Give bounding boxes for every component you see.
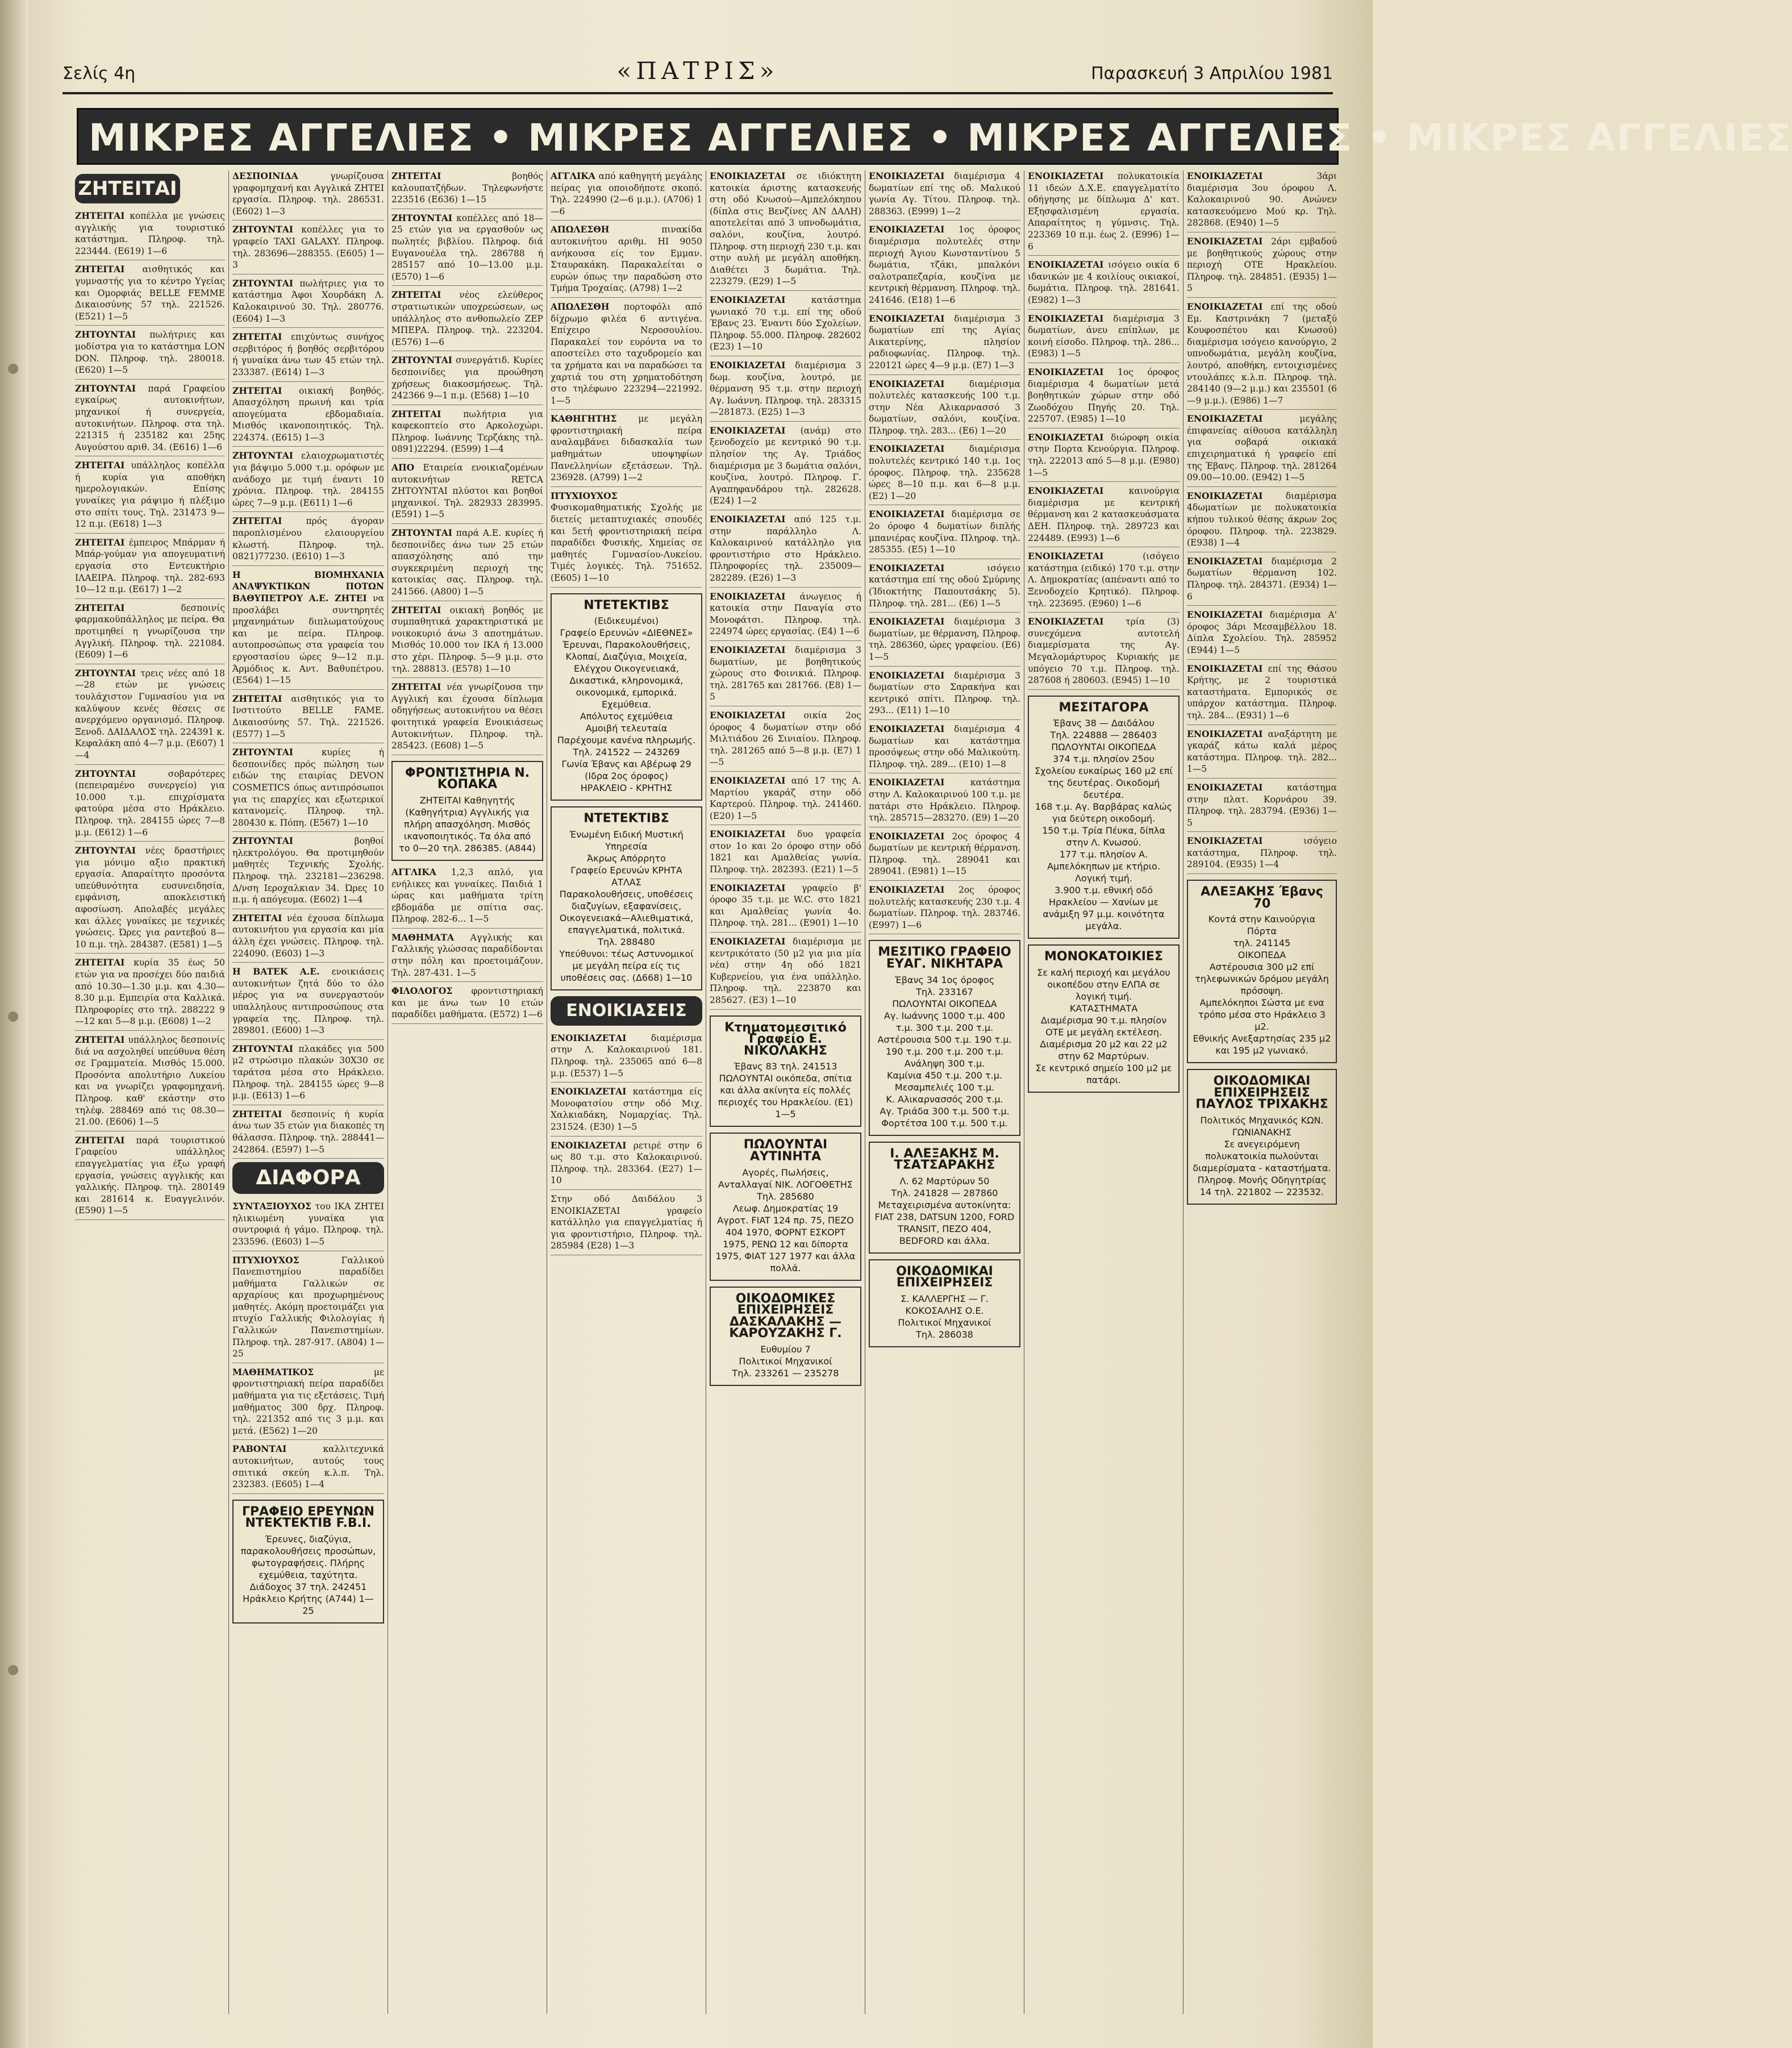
classified-ad: ΕΝΟΙΚΙΑΖΕΤΑΙ διαμέρισμα σε 2ο όροφο 4 δωματίων διπλής μπανιέρας κουζίνα. Πληροφ. τηλ. 285355. (Ε5) 1—10 (869, 509, 1020, 559)
ad-box-line: Λ. 62 Μαρτύρων 50 (899, 1175, 990, 1187)
classified-ad: ΖΗΤΕΙΤΑΙ οικιακή βοηθός. Απασχόληση πρωινή και τρία απογεύματα εβδομαδιαία. Μισθός ικανοποιητικός. Τηλ. 224374. (Ε615) 1—3 (232, 385, 384, 447)
classified-ad: ΖΗΤΕΙΤΑΙ κοπέλλα με γνώσεις αγγλικής για τουριστικό κατάστημα. Πληροφ. τηλ. 223444. (Ε619) 1—6 (75, 210, 225, 260)
classified-ad: ΦΙΛΟΛΟΓΟΣ φροντιστηριακή και με άνω των 10 ετών παραδίδει μαθήματα. (Ε572) 1—6 (391, 985, 543, 1024)
ads-list (710, 170, 861, 1010)
ads-list (232, 170, 384, 1159)
page-edge-shadow (0, 0, 28, 2048)
ad-box-line: Τηλ. 224888 — 286403 (1050, 730, 1157, 741)
ad-box (1028, 696, 1180, 939)
ad-box-line: Έρευναι, Παρακολουθήσεις, Κλοπαί, Διαζύγια, Μοιχεία, Ελέγχου Οικογενειακά, Δικαστικά, κληρονομικά, οικονομικά, εμπορικά. Εχεμύθεια. (562, 639, 690, 710)
classified-ad: ΖΗΤΕΙΤΑΙ νέος ελεύθερος στρατιωτικών υποχρεώσεων, ως υπάλληλος στο ανθοπωλείο ΖΕΡ ΜΠΕΡΑ. Πληροφ. τηλ. 223204. (Ε576) 1—6 (391, 289, 543, 351)
classified-ad: ΕΝΟΙΚΙΑΖΕΤΑΙ τρία (3) συνεχόμενα αυτοτελή διαμερίσματα της Αγ. Μεγαλομάρτυρος Κυριακής με υπόγειο 70 τ.μ. Πληροφ. τηλ. 287608 ή 280603. (Ε945) 1—10 (1028, 616, 1180, 690)
ad-box-line: 374 τ.μ. πλησίον 25ου Σχολείου ευκαίρως 160 μ2 επί της δευτέρας. Οικοδομή δευτέρα. (1035, 754, 1173, 801)
page-number: Σελίς 4η (62, 64, 136, 84)
ad-box-line: ΠΩΛΟΥΝΤΑΙ ΟΙΚΟΠΕΔΑ (892, 998, 997, 1009)
ad-box (551, 806, 702, 990)
column-2 (230, 170, 386, 2025)
ad-box (869, 940, 1020, 1135)
classified-ad: ΕΝΟΙΚΙΑΖΕΤΑΙ άνωγειος ή κατοικία στην Παναγία στο Μονοφάτσι. Πληροφ. τηλ. 224974 ώρες εργασίας. (Ε4) 1—6 (710, 591, 861, 641)
ad-box-line: Υπεύθυνοι: τέως Αστυνομικοί με μεγάλη πείρα είς τις υποθέσεις σας. (Δ668) 1—10 (559, 948, 694, 983)
ad-box (869, 1142, 1020, 1254)
ad-box-line: Έβανς 38 — Δαιδάλου (1053, 718, 1155, 729)
ad-box-line: Γραφείο Ερευνών ΚΡΗΤΑ ΑΤΛΑΣ (570, 864, 682, 888)
classified-ad: ΕΝΟΙΚΙΑΖΕΤΑΙ διαμέρισμα με κεντρικότατο (50 μ2 για μια μία νέα) στην 4η οδό 1821 Κυβερνείου, για ένα υπάλληλο. Πληροφ. τηλ. 223870 και 285627. (Ε3) 1—10 (710, 936, 861, 1010)
column-divider (387, 170, 388, 2014)
classified-ad: ΕΝΟΙΚΙΑΖΕΤΑΙ ισόγειο κατάστημα επί της οδού Σμύρνης (Ίδιοκτήτης Παπουτσάκης 5). Πληροφ. τηλ. 281... (Ε6) 1—5 (869, 563, 1020, 613)
classified-ad: ΖΗΤΕΙΤΑΙ νέα έχουσα δίπλωμα αυτοκινήτου για εργασία και μία άλλη έχει γνώσεις. Πληροφ. τηλ. 224090. (Ε603) 1—3 (232, 913, 384, 963)
classified-ad: ΕΝΟΙΚΙΑΖΕΤΑΙ κατάστημα γωνιακό 70 τ.μ. επί της οδού Έβανς 23. Έναντι δύο Σχολείων. Πληροφ. 55.000. Πληροφ. 282602 (Ε23) 1—10 (710, 294, 861, 356)
classified-ad: ΕΝΟΙΚΙΑΖΕΤΑΙ διαμέρισμα 3 δωματίων, άνευ επίπλων, με κοινή είσοδο. Πληροφ. τηλ. 286... (Ε983) 1—5 (1028, 313, 1180, 363)
classified-ad: ΕΝΟΙΚΙΑΖΕΤΑΙ οικία 2ος όροφος 4 δωματίων στην οδό Μιλτιάδου 26 Σινιαίου. Πληροφ. τηλ. 281265 από 5—8 μ.μ. (Ε7) 1—5 (710, 710, 861, 772)
classified-ad: ΕΝΟΙΚΙΑΖΕΤΑΙ ρετιρέ στην 6 ως 80 τ.μ. στο Καλοκαιρινού. Πληροφ. τηλ. 283364. (Ε27) 1—10 (551, 1140, 702, 1190)
ad-box-line: Αμοιβή τελευταία (585, 723, 668, 734)
classified-ad: ΕΝΟΙΚΙΑΖΕΤΑΙ καινούργια διαμέρισμα με κεντρική θέρμανση και 2 κατασκευάσματα ΔΕΗ. Πληροφ. τηλ. 289723 και 224489. (Ε993) 1—6 (1028, 485, 1180, 547)
classified-ad: ΖΗΤΟΥΝΤΑΙ τρεις νέες από 18—28 ετών με γνώσεις τουλάχιστον Γυμνασίου για να καλύψουν κενές θέσεις σε ανερχόμενο οργανισμό. Πληροφ. Ξενοδ. ΔΑΙΔΑΛΟΣ τηλ. 224391 κ. Κεφαλάκη από 4—7 μ.μ. (Ε607) 1—4 (75, 668, 225, 765)
classified-ad: Η BATEK Α.Ε. ενοικιάσεις αυτοκινήτων ζητά δύο το όλο μέρος για να συνεργαστούν υπαλληλους αντιπροσώπους στα γραφεία της. Πληροφ. τηλ. 289801. (Ε600) 1—3 (232, 966, 384, 1040)
ad-box-line: Άκρως Απόρρητο (587, 852, 666, 864)
ad-box (1028, 944, 1180, 1093)
classified-ad: ΖΗΤΕΙΤΑΙ βοηθός καλουπατζήδων. Τηλεφωνήστε 223516 (Ε636) 1—15 (391, 170, 543, 209)
classified-ad: ΖΗΤΟΥΝΤΑΙ κυρίες ή δεσποινίδες πρός πώληση των ειδών της εταιρίας DEVON COSMETICS όπως αντιπρόσωποι για τις επαρχίες και εξωτερικοί κατανομείς. Πληροφ. τηλ. 280430 κ. Πόπη. (Ε567) 1—10 (232, 747, 384, 832)
classified-ad: ΕΝΟΙΚΙΑΖΕΤΑΙ (ανάμ) στο ξενοδοχείο με κεντρικό 90 τ.μ. πλησίον της Αγ. Τριάδος διαμέρισμα με 3 δωμάτια σαλόνι, κουζίνα, λουτρό. Πληροφ. Γ. Αγαπηφανδάρου τηλ. 282628. (Ε24) 1—2 (710, 425, 861, 510)
classified-ad: ΖΗΤΕΙΤΑΙ δεσποινίς ή κυρία άνω των 35 ετών για διακοπές τη θάλασσα. Πληροφ. τηλ. 288441—242864. (Ε597) 1—5 (232, 1109, 384, 1159)
classified-ad: ΖΗΤΟΥΝΤΑΙ συνεργάτιδ. Κυρίες δεσποινίδες για προώθηση χρήσεως διακοσμήσεως. Τηλ. 242366 9—1 π.μ. (Ε568) 1—10 (391, 355, 543, 405)
classified-ad: ΕΝΟΙΚΙΑΖΕΤΑΙ διώροφη οικία στην Πορτα Κενούργια. Πληροφ. τηλ. 222013 από 5—8 μ.μ. (Ε980) 1—5 (1028, 432, 1180, 482)
classified-ad: Η ΒΙΟΜΗΧΑΝΙΑ ΑΝΑΨΥΚΤΙΚΩΝ ΠΟΤΩΝ ΒΑΘΥΠΕΤΡΟΥ Α.Ε. ΖΗΤΕΙ να προσλάβει συντηρητές μηχανημάτων διπλωματούχους και με πείρα. Πληροφ. αυτοπροσώπως στα γραφεία του εργοστασίου ώρες 9—12 π.μ. Άρμόδιος κ. Αντ. Βαθυπέτρου. (Ε564) 1—15 (232, 569, 384, 690)
classified-ad: ΕΝΟΙΚΙΑΖΕΤΑΙ διαμέρισμα Α' όροφος 3άρι Μεσαμβέλλου 18. Δίπλα Σχολείου. Τηλ. 285952 (Ε944) 1—5 (1187, 609, 1337, 659)
classified-ad: ΕΝΟΙΚΙΑΖΕΤΑΙ επί της Θάσου Κρήτης, με 2 τουριστικά καταστήματα. Εμπορικός σε υπάρχον κατάστημα. Πληροφ. τηλ. 284... (Ε931) 1—6 (1187, 663, 1337, 725)
column-1 (73, 170, 227, 2025)
classified-ad: ΖΗΤΟΥΝΤΑΙ ελαιοχρωματιστές για βάψιμο 5.000 τ.μ. ορόφων με ανάδοχο με τιμή έναντι 10 χρόνια. Πληροφ. τηλ. 284155 ώρες 7—9 μ.μ. (Ε611) 1—6 (232, 450, 384, 512)
ad-box-title: ΓΡΑΦΕΙΟ ΕΡΕΥΝΩΝ ΝΤΕΚΤΕΚΤΙΒ F.B.I. (241, 1504, 375, 1531)
classified-ad: ΜΑΘΗΜΑΤΙΚΟΣ με φροντιστηριακή πείρα παραδίδει μαθήματα για τις εξετάσεις. Τιμή μαθήματος 300 δρχ. Πληροφ. τηλ. 221352 από τις 3 μ.μ. και μετά. (Ε562) 1—20 (232, 1367, 384, 1441)
ad-box-line: Αμπελόκηποι Σώστα με ενα τρόπο μέσα στο Ηράκλειο 3 μ2. (1198, 997, 1326, 1033)
classified-ad: Στην οδό Δαιδάλου 3 ΕΝΟΙΚΙΑΖΕΤΑΙ γραφείο κατάλληλο για επαγγελματίας ή για φροντιστήριο, Πληροφ. τηλ. 285984 (Ε28) 1—3 (551, 1193, 702, 1255)
classified-ad: ΖΗΤΕΙΤΑΙ νέα γνωρίζουσα την Αγγλική και έχουσα δίπλωμα οδηγήσεως αυτοκινήτου να θέσει φοιτητικά γραφεία Ενοικιάσεως Αυτοκινήτων. Πληροφ. τηλ. 285423. (Ε608) 1—5 (391, 681, 543, 755)
ad-box-line: Τηλ. 288480 (598, 936, 655, 947)
ad-box-line: 177 τ.μ. πλησίον Α. Αμπελόκηπων με κτήριο. Λογική τιμή. (1047, 849, 1160, 884)
classified-ad: ΖΗΤΕΙΤΑΙ έμπειρος Μπάρμαν ή Μπάρ-γούμαν για απογευματινή εργασία στο Εντευκτήριο ΙΛΑΕΙΡΑ. Πληροφ. τηλ. 282-693 10—12 π.μ. (Ε617) 1—2 (75, 537, 225, 599)
ads-list (1028, 170, 1180, 690)
classified-ad: ΠΤΥΧΙΟΥΧΟΣ Φυσικομαθηματικής Σχολής με διετείς μεταπτυχιακές σπουδές και 5ετή φροντιστηριακή πείρα παραδίδει Φυσικής, Χημείας σε μαθητές Γυμνασίου-Λυκείου. Τιμές λογικές. Τηλ. 751652. (Ε605) 1—10 (551, 490, 702, 588)
ad-box (1187, 880, 1337, 1063)
classified-ad: ΖΗΤΟΥΝΤΑΙ κοπέλλες από 18—25 ετών για να εργασθούν ως πωλητές βιβλίου. Πληροφ. διά Ευγανουέλα τηλ. 286788 ή 285157 από 10—13.00 μ.μ. (Ε570) 1—6 (391, 213, 543, 286)
ad-box-line: Πολιτικός Μηχανικός ΚΩΝ. ΓΩΝΙΑΝΑΚΗΣ (1200, 1115, 1324, 1138)
classified-ad: ΑΠΩΛΕΣΘΗ πινακίδα αυτοκινήτου αριθμ. ΗΙ 9050 ανήκουσα είς τον Εμμαν. Σταυρακάκη. Παρακαλείται ο ευρών όπως την παραδώση στο Τμήμα Τροχαίας. (Α798) 1—2 (551, 224, 702, 298)
classified-ad: ΕΝΟΙΚΙΑΖΕΤΑΙ διαμέρισμα στην Λ. Καλοκαιρινού 181. Πληροφ. τηλ. 235065 από 6—8 μ.μ. (Ε537) 1—5 (551, 1033, 702, 1083)
classified-ad: ΑΓΓΛΙΚΑ 1,2,3 απλό, για ενήλικες και γυναίκες. Παιδιά 1 ώρας και μαθήματα τρίτη εβδομάδα με σπίτια σας. Πληροφ. 282-6... 1—5 (391, 867, 543, 929)
classified-ad: ΕΝΟΙΚΙΑΖΕΤΑΙ διαμέρισμα 4 δωματίων επί της οδ. Μαλικού γωνία Αγ. Τίτου. Πληροφ. τηλ. 288363. (Ε999) 1—2 (869, 170, 1020, 220)
ad-box-line: Τηλ. 233167 (916, 986, 973, 997)
classified-ad: ΖΗΤΕΙΤΑΙ αισθητικός και γυμναστής για το κέντρο Υγείας και Ομορφιάς BELLE FEMME Δικαιοσύνης 57 τηλ. 221526. (Ε521) 1—5 (75, 264, 225, 326)
classified-ad: ΕΝΟΙΚΙΑΖΕΤΑΙ κατάστημα στην Λ. Καλοκαιρινού 100 τ.μ. με πατάρι στο Ηράκλειο. Πληροφ. τηλ. 285715—283270. (Ε9) 1—20 (869, 777, 1020, 827)
ad-box-line: 3.900 τ.μ. εθνική οδό Ηρακλείου — Χανίων με ανάμιξη 97 μ.μ. κοινότητα μεγάλα. (1043, 885, 1165, 932)
classified-ad: ΖΗΤΕΙΤΑΙ δεσποινίς φαρμακοϋπάλληλος με πείρα. Θα προτιμηθεί η γνωρίζουσα την Αγγλική. Πληροφ. τηλ. 221084. (Ε609) 1—6 (75, 602, 225, 664)
classified-ad: ΖΗΤΟΥΝΤΑΙ σοβαρότερες (πεπειραμένο συνεργείο) για 10.000 τ.μ. επιχρίσματα φατούρα μέσα στο Ηράκλειο. Πληροφ. τηλ. 284155 ώρες 7—8 μ.μ. (Ε612) 1—6 (75, 768, 225, 842)
ad-box-line: Τηλ. 233261 — 235278 (732, 1367, 839, 1379)
classified-ad: ΠΤΥΧΙΟΥΧΟΣ Γαλλικού Πανεπιστημίου παραδίδει μαθήματα Γαλλικών σε αρχαρίους και προχωρημένους μαθητές. Ακόμη προετοιμάζει για πτυχίο Γαλλικής Φιλολογίας ή Γαλλικών Πανεπιστημίων. Πληροφ. τηλ. 287-917. (Α804) 1—25 (232, 1255, 384, 1363)
classified-ad: ΖΗΤΕΙΤΑΙ αισθητικός για το Ινστιτούτο BELLE FAME. Δικαιοσύνης 57. Τηλ. 221526. (Ε577) 1—5 (232, 693, 384, 743)
classified-ad: ΕΝΟΙΚΙΑΖΕΤΑΙ γραφείο β' όροφο 35 τ.μ. με W.C. στο 1821 και Αμαλθείας γωνία 4ο. Πληροφ. τηλ. 281... (Ε901) 1—10 (710, 883, 861, 933)
ad-box-line: ΟΙΚΟΠΕΔΑ (1237, 950, 1286, 961)
ad-box-title: ΑΛΕΞΑΚΗΣ Έβανς 70 (1201, 885, 1323, 911)
column-5 (707, 170, 864, 2025)
ad-box-line: τηλ. 241145 (1233, 938, 1291, 949)
ads-list (551, 1033, 702, 1255)
ads-list (391, 170, 543, 755)
classified-ad: ΕΝΟΙΚΙΑΖΕΤΑΙ διαμέρισμα πολυτελές κατασκευής 100 τ.μ. στην Νέα Αλικαρνασσό 3 δωματίων, σαλόνι, κουζίνα. Πληροφ. τηλ. 283... (Ε6) 1—20 (869, 378, 1020, 440)
ad-box-line: 168 τ.μ. Αγ. Βαρβάρας καλώς για δεύτερη οικοδομή. (1035, 801, 1173, 825)
ad-box-title: ΝΤΕΤΕΚΤΙΒΣ (584, 811, 669, 826)
ad-box-line: Τηλ. 286038 (916, 1329, 973, 1340)
section-heading-rent: ΕΝΟΙΚΙΑΣΕΙΣ (551, 996, 702, 1026)
classified-ad: ΖΗΤΟΥΝΤΑΙ πωλήτριες για το κατάστημα Άφοι Χουρδάκη Λ. Καλοκαιρινού 30. Τηλ. 280776. (Ε604) 1—3 (232, 278, 384, 328)
ad-box-line: Τηλ. 285680 (757, 1190, 814, 1202)
ads-list (1187, 170, 1337, 874)
ad-box-line: 150 τ.μ. Τρία Πέυκα, δίπλα στην Λ. Κνωσού. (1042, 825, 1165, 848)
column-3 (389, 170, 545, 2025)
ad-box-title: ΟΙΚΟΔΟΜΙΚΑΙ ΕΠΙΧΕΙΡΗΣΕΙΣ ΠΑΥΛΟΣ ΤΡΙΧΑΚΗΣ (1195, 1074, 1328, 1112)
classified-ad: ΖΗΤΟΥΝΤΑΙ παρά Γραφείου εγκαίρως αυτοκινήτων, μηχανικοί ή συνεργεία, αυτοκινήτων. Πληροφ. στα τηλ. 221315 ή 235182 και 25ης Αυγούστου αριθ. 34. (Ε616) 1—6 (75, 383, 225, 457)
classified-ad: ΕΝΟΙΚΙΑΖΕΤΑΙ διαμέρισμα 4δωματίων με πολυκατοικία κήπου τυλικού θέσης άκρων 2ος όροφου. Πληροφ. τηλ. 223829. (Ε938) 1—4 (1187, 490, 1337, 552)
classified-ad: ΖΗΤΕΙΤΑΙ οικιακή βοηθός με συμπαθητικά χαρακτηριστικά με νοικοκυριό άνω 3 αποτημάτων. Μισθός 10.000 τον ΙΚΑ ή 13.000 στο χέρι. Πληροφ. 5—9 μ.μ. στο τηλ. 288813. (Ε578) 1—10 (391, 605, 543, 678)
ad-box-line: Τηλ. 241522 — 243269 (573, 747, 680, 758)
classified-ad: ΖΗΤΕΙΤΑΙ υπάλληλος κοπέλλα ή κυρία για αποθήκη ημερολογιακών. Επίσης γυναίκες για ράψιμο ή πλέξιμο στο σπίτι τους. Τηλ. 231473 9—12 π.μ. (Ε618) 1—3 (75, 460, 225, 534)
classified-ad: ΖΗΤΟΥΝΤΑΙ παρά Α.Ε. κυρίες ή δεσποινίδες άνω των 25 ετών απασχόλησης από την συγκεκριμένη περιοχή της κατοικίας σας. Πληροφ. τηλ. 241566. (Α800) 1—5 (391, 527, 543, 601)
ads-list (75, 210, 225, 1220)
classified-ad: ΖΗΤΕΙΤΑΙ παρά τουριστικού Γραφείου υπάλληλος επαγγελματίας για έξω γραφή εργασία, γνώσεις αγγλικής και γαλλικής. Πληροφ. τηλ. 280149 και 281614 κ. Ευαγγελινόν. (Ε590) 1—5 (75, 1135, 225, 1220)
classified-ad: ΕΝΟΙΚΙΑΖΕΤΑΙ κατάστημα είς Μονοφατσίου στην οδό Μιχ. Χαλκιαδάκη, Νομαρχίας. Τηλ. 231524. (Ε30) 1—5 (551, 1086, 702, 1136)
ad-box-line: Πληροφ. Μονής Οδηγητρίας 14 τηλ. 221802 — 223532. (1197, 1175, 1327, 1198)
ad-box-line: Αγροτ. FIAT 124 πρ. 75, ΠΕΖΟ 404 1970, ΦΟΡΝΤ ΕΣΚΟΡΤ 1975, ΡΕΝΩ 12 και δίπορτα 1975, ΦΙΑΤ 127 1977 και άλλα πολλά. (715, 1214, 856, 1273)
ad-box-line: Ανάληψη 300 τ.μ. (904, 1058, 985, 1069)
ad-box-title: ΝΤΕΤΕΚΤΙΒΣ (584, 598, 669, 613)
classified-ad: ΣΥΝΤΑΞΙΟΥΧΟΣ του ΙΚΑ ΖΗΤΕΙ ηλικιωμένη γυναίκα για συντροφιά ή γάμο. Πληροφ. τηλ. 233596. (Ε603) 1—5 (232, 1201, 384, 1251)
ads-list (232, 1201, 384, 1494)
classified-ad: ΕΝΟΙΚΙΑΖΕΤΑΙ διαμέρισμα 4 δωματίων και κατάστημα προσόψεως στην οδό Μαλικούτη. Πληροφ. τηλ. 289... (Ε10) 1—8 (869, 723, 1020, 773)
ad-box-title: Κτηματομεσιτικό Γραφείο Ε. ΝΙΚΟΛΑΚΗΣ (724, 1020, 847, 1058)
header-rule (62, 92, 1333, 94)
ad-box-line: Ευθυμίου 7 (760, 1343, 811, 1355)
ad-box-line: Κοντά στην Καινούργια Πόρτα (1208, 914, 1316, 937)
ads-list (869, 170, 1020, 934)
classified-ad: ΕΝΟΙΚΙΑΖΕΤΑΙ διαμέρισμα 3 δωμ. κουζίνα, λουτρό, με θέρμανση 95 τ.μ. στην περιοχή Αγ. Ιωάννη. Πληροφ. τηλ. 283315—281873. (Ε25) 1—3 (710, 360, 861, 422)
ad-box-line: Πολιτικοί Μηχανικοί (898, 1317, 991, 1328)
classified-ad: ΕΝΟΙΚΙΑΖΕΤΑΙ αναξάρτητη με γκαράζ κάτω καλά μέρος κατάστημα. Πληροφ. τηλ. 282... 1—5 (1187, 729, 1337, 779)
classified-ad: ΑΠΩΛΕΣΘΗ πορτοφόλι από δίχρωμο φιλέα 6 αντιγένα. Επίχειρο Νεροσουλίου. Παρακαλεί τον ευρόντα να το αποστείλει στο ταχυδρομείο και τα χρήματα και να παραδώσει τα χαρτιά του στη χρηματοδότηση στο τηλέφωνο 223294—221992. 1—5 (551, 301, 702, 410)
ad-box-line: Αγορές, Πωλήσεις, Ανταλλαγαί ΝΙΚ. ΛΟΓΟΘΕΤΗΣ (718, 1167, 853, 1190)
ad-box-line: Έρευνες, διαζύγια, παρακολουθήσεις προσώπων, φωτογραφήσεις. Πλήρης εχεμύθεια, ταχύτητα. Διάδοχος 37 τηλ. 242451 Ηράκλειο Κρήτης (Α744) 1—25 (240, 1533, 376, 1616)
ad-box-line: ΚΑΤΑΣΤΗΜΑΤΑ (1069, 1002, 1138, 1014)
classified-ad: ΖΗΤΟΥΝΤΑΙ πωλήτριες και μοδίστρα για το κατάστημα LON DON. Πληροφ. τηλ. 280018. (Ε620) 1—5 (75, 329, 225, 379)
ad-box-line: Κ. Αλικαρνασσός 200 τ.μ. (886, 1093, 1003, 1105)
classified-ad: ΕΝΟΙΚΙΑΖΕΤΑΙ κατάστημα στην πλατ. Κορνάρου 39. Πληροφ. τηλ. 283794. (Ε936) 1—5 (1187, 782, 1337, 832)
ads-list (391, 867, 543, 1024)
ad-box-line: Σε ανεγειρόμενη πολυκατοικία πωλούνται διαμερίσματα - καταστήματα. (1193, 1139, 1331, 1174)
issue-date: Παρασκευή 3 Απριλίου 1981 (1091, 64, 1333, 84)
ad-box-title: ΟΙΚΟΔΟΜΙΚΕΣ ΕΠΙΧΕΙΡΗΣΕΙΣ ΔΑΣΚΑΛΑΚΗΣ — ΚΑΡΟΥΖΑΚΗΣ Γ. (729, 1291, 842, 1341)
classified-ad: ΕΝΟΙΚΙΑΖΕΤΑΙ 2ος όροφος πολυτελής κατασκευής 230 τ.μ. 4 δωματίων. Πληροφ. τηλ. 283746. (Ε997) 1—6 (869, 884, 1020, 934)
column-8 (1185, 170, 1339, 2025)
ad-box-line: Αγ. Ιωάννης 1000 τ.μ. 400 τ.μ. 300 τ.μ. 200 τ.μ. (884, 1010, 1006, 1033)
ad-box-line: Διαμέρισμα 20 μ2 και 22 μ2 στην 62 Μαρτύρων. (1040, 1038, 1168, 1062)
classified-ad: ΕΝΟΙΚΙΑΖΕΤΑΙ από 17 της Α. Μαρτίου γκαράζ στην οδό Καρτερού. Πληροφ. τηλ. 241460. (Ε20) 1—5 (710, 775, 861, 825)
ad-box-title: ΠΩΛΟΥΝΤΑΙ ΑΥΤΙΝΗΤΑ (743, 1138, 828, 1164)
classified-ad: ΖΗΤΟΥΝΤΑΙ βοηθοί ηλεκτρολόγου. Θα προτιμηθούν μαθητές Τεχνικής Σχολής. Πληροφ. τηλ. 232181—236298. Δ/νση Ιεροχαλκιαν 34. Ώρες 10 π.μ. ή απόγευμα. (Ε602) 1—4 (232, 835, 384, 909)
ad-box-line: Αγ. Τριάδα 300 τ.μ. 500 τ.μ. (880, 1105, 1010, 1117)
classified-ad: ΕΝΟΙΚΙΑΖΕΤΑΙ μεγάλης έπιφανείας αίθουσα κατάλληλη για σοβαρά οικιακά επιχειρηματικά ή γραφείο επί της Έβανς. Πληροφ. τηλ. 281264 09.00—10.00. (Ε942) 1—5 (1187, 413, 1337, 487)
ad-box-line: Γραφείο Ερευνών «ΔΙΕΘΝΕΣ» (560, 627, 693, 639)
column-6 (866, 170, 1023, 2025)
ad-box-line: Διαμέρισμα 90 τ.μ. πλησίον ΟΤΕ με μεγάλη εκτέλεση. (1040, 1014, 1167, 1038)
classified-ad: ΕΝΟΙΚΙΑΖΕΤΑΙ σε ιδιόκτητη κατοικία άριστης κατασκευής στη οδό Κνωσού—Αμπελόκηπου (δίπλα στις Βενζίνες ΑΝ ΔΑΛΗ) αποτελείται από 3 υπνοδωμάτια, σαλόνι, κουζίνα, λουτρό. Πληροφ. στη περιοχή 230 τ.μ. και στην αυλή με μεγάλη αποθήκη. Διαθέτει 3 δωμάτια. Τηλ. 223279. (Ε29) 1—5 (710, 170, 861, 291)
classified-ad: ΕΝΟΙΚΙΑΖΕΤΑΙ 3άρι διαμέρισμα 3ου όροφου Λ. Καλοκαιρινού 90. Ανώνεν κατασκευόμενο Μού κρ. Τηλ. 282868. (Ε940) 1—5 (1187, 170, 1337, 232)
classified-ad: ΖΗΤΟΥΝΤΑΙ πλακάδες για 500 μ2 στρώσιμο πλακών 30Χ30 σε ταράτσα μέσα στο Ηράκλειο. Πληροφ. τηλ. 284155 ώρες 9—8 μ.μ. (Ε613) 1—6 (232, 1043, 384, 1105)
classified-ad: ΕΝΟΙΚΙΑΖΕΤΑΙ 1ος όροφος διαμέρισμα 4 δωματίων μετά βοηθητικών χώρων στην οδό Ζωοδόχου Πηγής 20. Τηλ. 225707. (Ε985) 1—10 (1028, 367, 1180, 428)
classified-ad: ΕΝΟΙΚΙΑΖΕΤΑΙ από 125 τ.μ. στην παράλληλο Λ. Καλοκαιρινού κατάλληλο για φροντιστήριο στο Ηράκλειο. Πληροφορίες τηλ. 235009—282289. (Ε26) 1—3 (710, 514, 861, 588)
ad-box-title: ΜΟΝΟΚΑΤΟΙΚΙΕΣ (1044, 950, 1163, 964)
ad-box-line: Φορτέτσα 100 τ.μ. 500 τ.μ. (881, 1117, 1008, 1129)
section-heading-misc: ΔΙΑΦΟΡΑ (232, 1162, 384, 1194)
ad-box-line: Παρακολουθήσεις, υποθέσεις διαζυγίων, εξαφανίσεις, Οικογενειακά—Αλιεθιματικά, επαγγελματικά, πολιτικά. (559, 888, 694, 935)
classified-ad: ΕΝΟΙΚΙΑΖΕΤΑΙ επί της οδού Εμ. Καστρινάκη 7 (μεταξύ Κουφοσπέτου και Κνωσού) διαμέρισμα ισόγειο κανούργιο, 2 υπνοδωμάτια, μεγάλη κουζίνα, λουτρό, αποθήκη, εντοιχισμένες ντουλάπες κ.λ.π. Πληροφ. τηλ. 284140 (9—2 μ.μ.) και 235501 (6—9 μ.μ.). (Ε986) 1—7 (1187, 301, 1337, 410)
ad-box-line: Τηλ. 241828 — 287860 (891, 1187, 998, 1198)
classified-ad: ΕΝΟΙΚΙΑΖΕΤΑΙ διαμέρισμα 3 δωματίων, με θέρμανση, Πληροφ. τηλ. 286360, ώρες γραφείου. (Ε6) 1—5 (869, 616, 1020, 666)
classified-ad: ΕΝΟΙΚΙΑΖΕΤΑΙ διαμέρισμα 2 δωματίων θέρμανση 102. Πληροφ. τηλ. 284371. (Ε934) 1—6 (1187, 556, 1337, 606)
ad-box (869, 1259, 1020, 1347)
classified-ad: ΖΗΤΕΙΤΑΙ πρός άγοραν παροπλισμένου ελαιουργείου κλωστή. Πληροφ. τηλ. 0821)77230. (Ε610) 1—3 (232, 515, 384, 565)
classified-ad: ΕΝΟΙΚΙΑΖΕΤΑΙ 2ος όροφος 4 δωματίων με κεντρική θέρμανση. Πληροφ. τηλ. 289041 και 289041. (Ε981) 1—15 (869, 831, 1020, 881)
classified-ad: ΕΝΟΙΚΙΑΖΕΤΑΙ διαμέρισμα 3 δωματίων στο Σαρακήνα και κεντρικό σπίτι. Πληροφ. τηλ. 293... (Ε11) 1—10 (869, 670, 1020, 720)
column-divider (228, 170, 229, 2014)
classified-ad: ΖΗΤΕΙΤΑΙ επιχύντως συνήχος σερβιτόρος ή βοηθός σερβιτόρου ή γυναίκα άνω των 45 ετών τηλ. 233387. (Ε614) 1—3 (232, 331, 384, 381)
ad-box-line: Εθνικής Ανεξαρτησίας 235 μ2 και 195 μ2 γωνιακό. (1193, 1033, 1331, 1056)
ad-box-line: Σ. ΚΑΛΛΕΡΓΗΣ — Γ. ΚΟΚΟΣΑΛΗΣ Ο.Ε. (901, 1293, 989, 1316)
ad-box-title: ΟΙΚΟΔΟΜΙΚΑΙ ΕΠΙΧΕΙΡΗΣΕΙΣ (896, 1264, 993, 1291)
classifieds-banner: ΜΙΚΡΕΣ ΑΓΓΕΛΙΕΣ • ΜΙΚΡΕΣ ΑΓΓΕΛΙΕΣ • ΜΙΚΡΕΣ ΑΓΓΕΛΙΕΣ • ΜΙΚΡΕΣ ΑΓΓΕΛΙΕΣ (77, 108, 1339, 165)
classified-ad: ΕΝΟΙΚΙΑΖΕΤΑΙ δυο γραφεία στον 1ο και 2ο όροφο στην οδό 1821 και Αμαλθείας γωνία. Πληροφ. τηλ. 282393. (Ε21) 1—5 (710, 829, 861, 879)
ad-box-line: Μεταχειρισμένα αυτοκίνητα: FIAT 238, DATSUN 1200, FORD TRANSIT, ΠΕΖΟ 404, BEDFORD και άλλα. (874, 1199, 1015, 1246)
classified-ad: ΚΑΘΗΓΗΤΗΣ με μεγάλη φροντιστηριακή πείρα αναλαμβάνει διδασκαλία των μαθημάτων υποψηφίων Πανελληνίων εξετάσεων. Τηλ. 236928. (Α799) 1—2 (551, 413, 702, 487)
ad-box-line: Γωνία Έβανς και Αβέρωφ 29 (Ιδρα 2ος όροφος) (561, 759, 691, 782)
classified-ad: ΔΕΣΠΟΙΝΙΔΑ γνωρίζουσα γραφομηχανή και Αγγλικά ΖΗΤΕΙ εργασία. Πληροφ. τηλ. 286531. (Ε602) 1—3 (232, 170, 384, 220)
ad-box-line: Λεωφ. Δημοκρατίας 19 (732, 1202, 839, 1214)
ad-box-title: ΜΕΣΙΤΙΚΟ ΓΡΑΦΕΙΟ ΕΥΑΓ. ΝΙΚΗΤΑΡΑ (878, 945, 1011, 972)
ad-box-title: ΜΕΣΙΤΑΓΟΡΑ (1058, 700, 1149, 715)
classified-ad: ΡΑΒΟΝΤΑΙ καλλιτεχνικά αυτοκινήτων, αυτούς τους σπιτικά σκεύη κ.λ.π. Τηλ. 232383. (Ε605) 1—4 (232, 1443, 384, 1493)
ad-box-line: ΠΩΛΟΥΝΤΑΙ ΟΙΚΟΠΕΔΑ (1051, 742, 1156, 753)
classified-ad: ΑΠΟ Εταιρεία ενοικιαζομένων αυτοκινήτων RETCA ΖΗΤΟΥΝΤΑΙ πλύστοι και βοηθοί μηχανικοί. Τηλ. 282933 283995. (Ε591) 1—5 (391, 462, 543, 524)
classified-ad: ΕΝΟΙΚΙΑΖΕΤΑΙ 2άρι εμβαδού με βοηθητικούς χώρους στην περιοχή ΟΤΕ Ηρακλείου. Πληροφ. τηλ. 284851. (Ε935) 1—5 (1187, 236, 1337, 298)
ad-box (551, 593, 702, 801)
ad-box-line: Μεσαμπελιές 100 τ.μ. (894, 1081, 995, 1093)
ad-box-line: Καμίνια 450 τ.μ. 200 τ.μ. (887, 1069, 1002, 1081)
classified-ad: ΑΓΓΛΙΚΑ από καθηγητή μεγάλης πείρας για οποιοδήποτε σκοπό. Τηλ. 224990 (2—6 μ.μ.). (Α706) 1—6 (551, 170, 702, 220)
section-heading-wanted: ΖΗΤΕΙΤΑΙ (75, 174, 180, 203)
ad-box (710, 1287, 861, 1386)
ad-box-line: Πολιτικοί Μηχανικοί (739, 1355, 832, 1367)
column-7 (1026, 170, 1182, 2025)
classified-ad: ΕΝΟΙΚΙΑΖΕΤΑΙ διαμέρισμα 3 δωματίων επί της Αγίας Αικατερίνης, πλησίον ραδιοφωνίας. Πληροφ. τηλ. 220121 ώρες 4—9 μ.μ. (Ε7) 1—3 (869, 313, 1020, 375)
classified-ad: ΕΝΟΙΚΙΑΖΕΤΑΙ ισόγειο οικία 6 ιδανικών με 4 κοιλίους οικιακοί, δωμάτια. Πληροφ. τηλ. 281641. (Ε982) 1—3 (1028, 259, 1180, 309)
ad-box-line: Παρέχουμε κανένα πληρωμής. (557, 735, 696, 746)
classified-ad: ΕΝΟΙΚΙΑΖΕΤΑΙ πολυκατοικία 11 ιδεών Δ.Χ.Ε. επαγγελματίτο οδήγησης με δίπλωμα Δ' κατ. Εξησφαλισμένη εργασία. Απαραίτητος η γύμνσις. Τηλ. 223369 10 π.μ. έως 2. (Ε996) 1—6 (1028, 170, 1180, 256)
ad-box-line: Έβανς 34 1ος όροφος (894, 974, 995, 985)
newspaper-title: «ΠΑΤΡΙΣ» (616, 57, 779, 85)
ad-box-line: (Ειδικευμένοι) (594, 615, 659, 627)
ad-box-line: ΖΗΤΕΙΤΑΙ Καθηγητής (Καθηγήτρια) Αγγλικής για πλήρη απασχόληση. Μισθός ικανοποιητικός. Τα όλα από το 0—20 τηλ. 286385. (Α844) (399, 794, 536, 854)
ad-box-line: Απόλυτος εχεμύθεια (580, 711, 673, 722)
page-header (62, 57, 1333, 91)
classified-ad: ΖΗΤΟΥΝΤΑΙ νέες δραστήριες για μόνιμο αξιο πρακτική εργασία. Απαραίτητο προσόντα υπεύθυνότητα ευσυνειδησία, εμφάνιση, αποκλειστική αφοσίωση. Απολαβές μεγάλες και άλλες γυναίκες με τεχνικές γνώσεις. Ώρες για ραντεβού 8—10 π.μ. τηλ. 284387. (Ε581) 1—5 (75, 845, 225, 954)
classified-ad: ΖΗΤΕΙΤΑΙ υπάλληλος δεσποινίς διά να ασχοληθεί υπεύθυνα θέση σε Γραμματεία. Μισθός 15.000. Προσόντα απολυτήριο Λυκείου και να γνωρίζει γραφομηχανή. Πληροφ. καθ' εκάστην στο τηλέφ. 288469 από τις 08.30—21.00. (Ε606) 1—5 (75, 1034, 225, 1131)
classified-ad: ΖΗΤΟΥΝΤΑΙ κοπέλλες για το γραφείο TAXI GALAXY. Πληροφ. τηλ. 283696—288355. (Ε605) 1—3 (232, 224, 384, 274)
ad-box-title: ΦΡΟΝΤΙΣΤΗΡΙΑ Ν. ΚΟΠΑΚΑ (405, 765, 530, 792)
classified-ad: ΕΝΟΙΚΙΑΖΕΤΑΙ (ισόγειο κατάστημα (ειδικό) 170 τ.μ. στην Λ. Δημοκρατίας (απέναντι από το Ξενοδοχείο Κρητικό). Πληροφ. τηλ. 223695. (Ε960) 1—6 (1028, 551, 1180, 613)
ads-list (551, 170, 702, 588)
ad-box-line: ΠΩΛΟΥΝΤΑΙ οικόπεδα, σπίτια και άλλα ακίνητα είς πολλές περιοχές του Ηρακλείου. (Ε1) 1—5 (718, 1073, 853, 1120)
classified-ad: ΖΗΤΕΙΤΑΙ πωλήτρια για καφεκοπτείο στο Αρκολοχώρι. Πληροφ. Ιωάννης Τερζάκης τηλ. 0891)22294. (Ε599) 1—4 (391, 409, 543, 459)
ad-box (1187, 1069, 1337, 1205)
classified-ad: ΕΝΟΙΚΙΑΖΕΤΑΙ ισόγειο κατάστημα, Πληροφ. τηλ. 289104. (Ε935) 1—4 (1187, 835, 1337, 874)
ad-box (391, 761, 543, 861)
classified-ad: ΕΝΟΙΚΙΑΖΕΤΑΙ διαμέρισμα πολυτελές κεντρικό 140 τ.μ. 1ος όροφος. Πληροφ. τηλ. 235628 ώρες 8—10 π.μ. και 6—8 μ.μ. (Ε2) 1—20 (869, 443, 1020, 505)
ad-box-line: Έβανς 83 τηλ. 241513 (734, 1061, 837, 1072)
classified-ad: ΜΑΘΗΜΑΤΑ Αγγλικής και Γαλλικής γλώσσας παραδίδονται στην πόλη και προετοιμάζουν. Τηλ. 287-431. 1—5 (391, 932, 543, 982)
ad-box-line: Ένωμένη Ειδική Μυστική Υπηρεσία (569, 829, 684, 852)
classified-ad: ΖΗΤΕΙΤΑΙ κυρία 35 έως 50 ετών για να προσέχει δύο παιδιά από 10.30—1.30 μ.μ. και 4.30—8.30 μ.μ. Εμπειρία στα Καλλικά. Πληροφορίες στο τηλ. 288222 9—12 και 5—8 μ.μ. (Ε608) 1—2 (75, 957, 225, 1031)
ad-box (710, 1015, 861, 1127)
classified-ad: ΕΝΟΙΚΙΑΖΕΤΑΙ διαμέρισμα 3 δωματίων, με βοηθητικούς χώρους στο Φοινικιά. Πληροφ. τηλ. 281765 και 281766. (Ε8) 1—5 (710, 644, 861, 706)
ad-box-title: Ι. ΑΛΕΞΑΚΗΣ Μ. ΤΣΑΤΣΑΡΑΚΗΣ (890, 1146, 999, 1173)
ad-box-line: Σε καλή περιοχή και μεγάλου οικοπέδου στην ΕΛΠΑ σε λογική τιμή. (1037, 967, 1170, 1002)
ad-box-line: Αστέρουσια 300 μ2 επί τηλεφωνικών δρόμου μεγάλη πρόσοψη. (1195, 961, 1329, 997)
ad-box-line: Αστέρουσια 500 τ.μ. 190 τ.μ. 190 τ.μ. 200 τ.μ. 200 τ.μ. (877, 1034, 1012, 1057)
ad-box-line: ΗΡΑΚΛΕΙΟ - ΚΡΗΤΗΣ (580, 782, 673, 794)
classified-ad: ΕΝΟΙΚΙΑΖΕΤΑΙ 1ος όροφος διαμέρισμα πολυτελές στην περιοχή Άγιου Κωνσταντίνου 5 δωμάτια, τζάκι, μπαλκόνι σαλοτραπεζαρία, κουζίνα με κεντρική θέρμανση. Πληροφ. τηλ. 241646. (Ε18) 1—6 (869, 224, 1020, 309)
ad-box-line: Σε κεντρικό σημείο 100 μ2 με πατάρι. (1035, 1062, 1172, 1085)
column-4 (548, 170, 705, 2025)
ad-box (232, 1500, 384, 1624)
ad-box (710, 1133, 861, 1280)
